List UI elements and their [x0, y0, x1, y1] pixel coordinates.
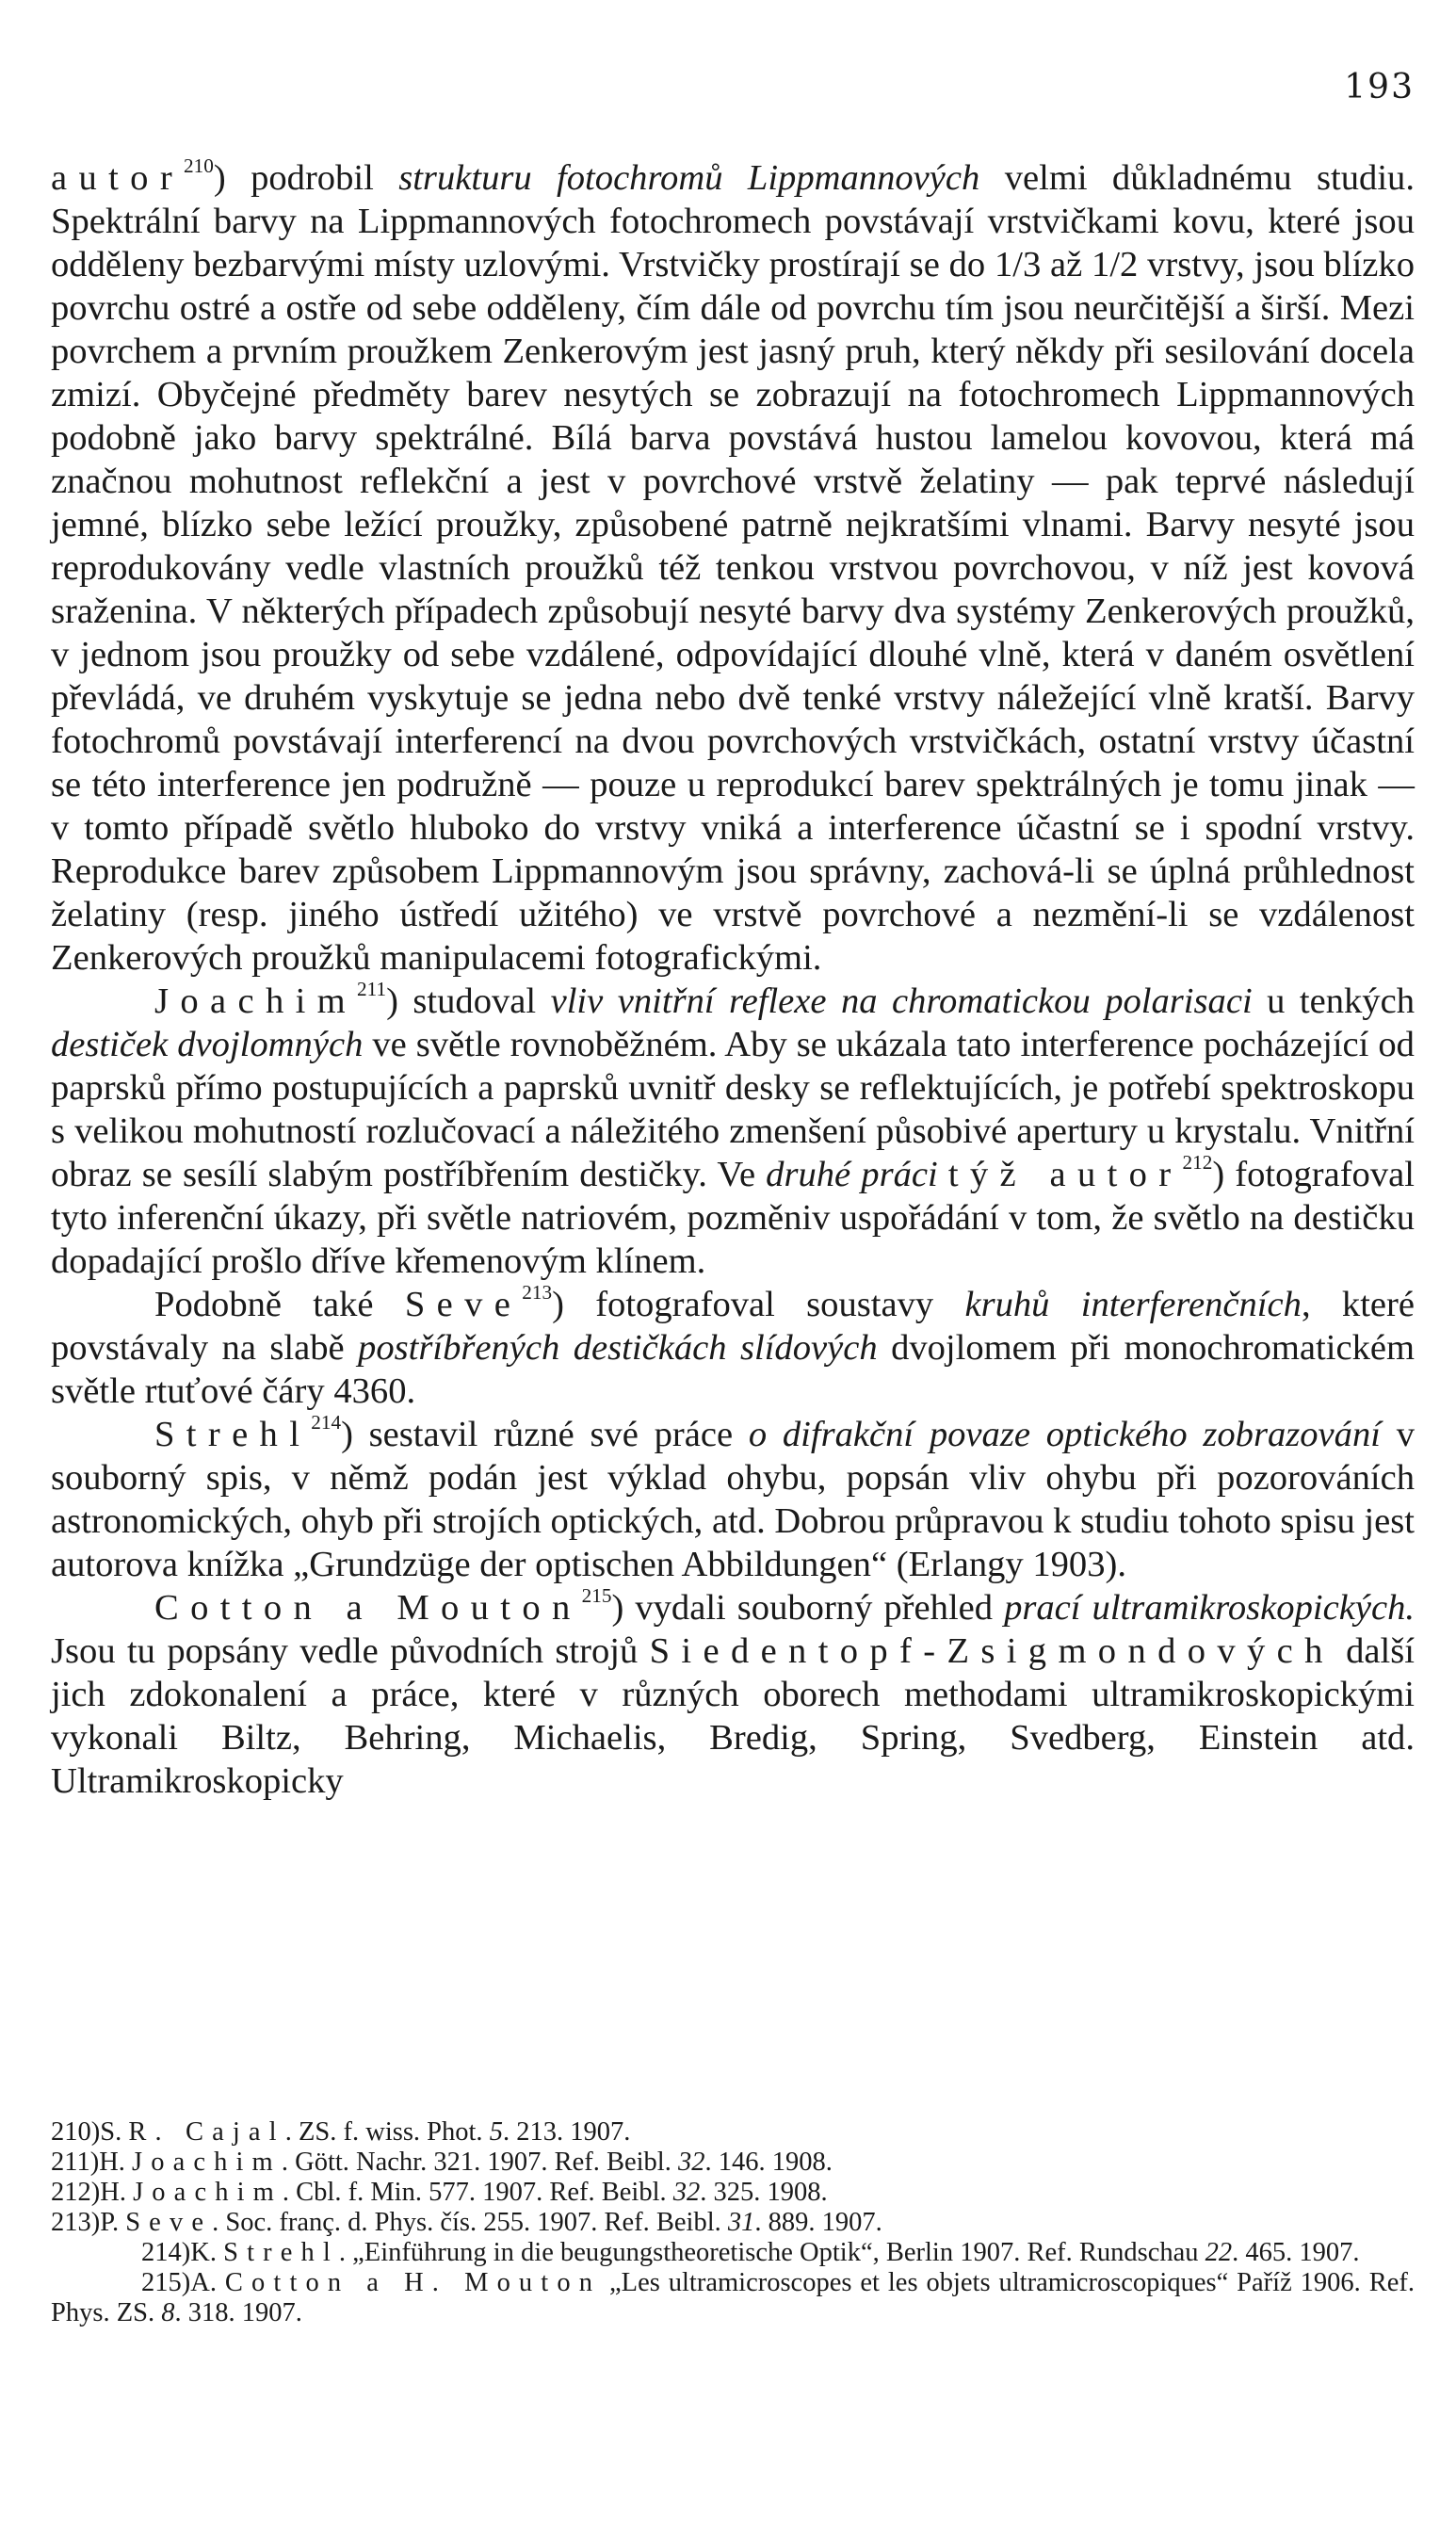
page-number: 193: [1344, 68, 1415, 106]
text: . 325. 1908.: [700, 2178, 828, 2207]
text: až: [1041, 245, 1092, 284]
footnotes: [51, 2117, 1415, 2328]
emphasis: destiček dvojlomných: [51, 1025, 364, 1064]
text: . 146. 1908.: [704, 2148, 833, 2177]
text: vrstvy, jsou blízko povrchu ostré a ostře od sebe odděleny, čím dále od povrchu tím jsou neurčitější a širší. Mezi povrchem a prvním proužkem Zenkerovým jest jasný pruh, který někdy při sesilování docela zmizí. Obyčejné předměty barev nesytých se zobrazují na fotochromech Lippmannových podobně jako barvy spektrálné. Bílá barva povstává hustou lamelou kovovou, která má značnou mohutnost reflekční a jest v povrchové vrstvě želatiny — pak teprvé následují jemné, blízko sebe ležící proužky, způsobené patrně nejkratšími vlnami. Barvy nesyté jsou reprodukovány vedle vlastních proužků též tenkou vrstvou povrchovou, v níž jest kovová sraženina. V některých případech způsobují nesyté barvy dva systémy Zenkerových proužků, v jednom jsou proužky od sebe vzdálené, odpovídající dlouhé vlně, která v daném osvětlení převládá, ve druhém vyskytuje se jedna nebo dvě tenké vrstvy náležející vlně kratší. Barvy fotochromů povstávají interferencí na dvou povrchových vrstvičkách, ostatní vrstvy účastní se této interference jen podružně — pouze u reprodukcí barev spektrálných je tomu jinak — v tomto případě světlo hluboko do vrstvy vniká a interference účastní se i spodní vrstvy. Reprodukce barev způsobem Lippmannovým jsou správny, zachová-li se úplná průhlednost želatiny (resp. jiného ústředí užitého) ve vrstvě povrchové a nezmění-li se vzdálenost Zenkerových proužků manipulacemi fotografickými.: [51, 245, 1415, 978]
volume: 32: [677, 2148, 705, 2177]
text: Podobně také: [154, 1285, 405, 1324]
footnote: [51, 2208, 1415, 2238]
text: u tenkých: [1252, 981, 1415, 1021]
emphasis: prací ultramikroskopických.: [1004, 1588, 1415, 1628]
author-name: Seve: [404, 1285, 523, 1324]
emphasis: strukturu fotochromů Lippmannových: [398, 158, 980, 198]
emphasis: kruhů interferenčních: [964, 1285, 1302, 1324]
text: [938, 1155, 948, 1194]
text: dvojlomem při monochromatickém světle rtuťové čáry 4360.: [51, 1328, 1415, 1411]
text: H.: [100, 2178, 134, 2207]
reference-mark: 212: [1182, 1150, 1213, 1174]
volume: 5: [489, 2117, 503, 2147]
footnote: [51, 2238, 1415, 2268]
footnote: [51, 2148, 1415, 2178]
author-name: R. Cajal: [128, 2117, 285, 2147]
fraction: 1/3: [994, 245, 1042, 284]
footnote-mark: 215): [141, 2268, 191, 2297]
text: velmi důkladnému studiu. Spektrální barvy na Lippmannových fotochromech povstávají vrstvičkami kovu, které jsou odděleny bezbarvými místy uzlovými. Vrstvičky prostírají se do: [51, 158, 1415, 284]
footnote-mark: 212): [51, 2178, 101, 2207]
footnote-mark: 210): [51, 2117, 101, 2147]
footnote-mark: 211): [51, 2148, 100, 2177]
text: „Les ultramicroscopes et les objets ultramicroscopiques“ Paříž 1906. Ref. Phys. ZS.: [51, 2268, 1416, 2327]
text: ve světle rovnoběžném. Aby se ukázala tato interference pocházející od paprsků přímo postupujících a paprsků uvnitř desky se reflektujících, je potřebí spektroskopu s velikou mohutností rozlučovací a náležitého zmenšení působivé apertury u krystalu. Vnitřní obraz se sesílí slabým postříbřením destičky. Ve: [51, 1025, 1415, 1194]
author-name: Strehl: [223, 2238, 339, 2267]
volume: 8: [161, 2298, 175, 2327]
text: . 318. 1907.: [174, 2298, 302, 2327]
author-name: Strehl: [154, 1415, 312, 1454]
text: , které povstávaly na slabě: [51, 1285, 1416, 1368]
author-name: Joachim: [133, 2178, 283, 2207]
emphasis: o difrakční povaze optického zobrazování: [748, 1415, 1381, 1454]
author-name: týž autor: [947, 1155, 1183, 1194]
volume: 32: [672, 2178, 701, 2207]
author-name: Joachim: [154, 981, 358, 1021]
text: ) studoval: [386, 981, 551, 1021]
paragraph-5: [51, 1583, 1415, 1803]
text: . Cbl. f. Min. 577. 1907. Ref. Beibl.: [282, 2178, 673, 2207]
paragraph-4: [51, 1410, 1415, 1586]
text: . Soc. franç. d. Phys. čís. 255. 1907. Ref. Beibl.: [212, 2208, 728, 2237]
volume: 22: [1205, 2238, 1233, 2267]
emphasis: druhé práci: [766, 1155, 938, 1194]
text: ) sestavil různé své práce: [341, 1415, 749, 1454]
footnote: [51, 2268, 1415, 2328]
author-name: Cotton a Mouton: [154, 1588, 582, 1628]
fraction: 1/2: [1092, 245, 1139, 284]
paragraph-1: [51, 156, 1415, 980]
author-name: Siedentopf-Zsigmondových: [649, 1631, 1335, 1671]
emphasis: postříbřených destičkách slídových: [358, 1328, 878, 1368]
footnote: [51, 2117, 1415, 2148]
reference-mark: 213: [522, 1280, 553, 1304]
author-name: Seve: [125, 2208, 213, 2237]
author-name: Joachim: [132, 2148, 282, 2177]
text: . 465. 1907.: [1232, 2238, 1360, 2267]
text: S.: [100, 2117, 129, 2147]
footnote: [51, 2178, 1415, 2208]
paragraph-2: [51, 977, 1415, 1283]
emphasis: vliv vnitřní reflexe na chromatickou polarisaci: [550, 981, 1253, 1021]
text: . „Einführung in die beugungstheoretische Optik“, Berlin 1907. Ref. Rundschau: [338, 2238, 1205, 2267]
text: ) vydali souborný přehled: [611, 1588, 1005, 1628]
paragraph-3: [51, 1280, 1416, 1413]
text: Jsou tu popsány vedle původních strojů: [51, 1631, 650, 1671]
reference-mark: 214: [311, 1410, 342, 1434]
text: . Gött. Nachr. 321. 1907. Ref. Beibl.: [281, 2148, 678, 2177]
text: další jich zdokonalení a práce, které v různých oborech methodami ultramikroskopickými vykonali Biltz, Behring, Michaelis, Bredig, Spring, Svedberg, Einstein atd. Ultramikroskopicky: [51, 1631, 1415, 1801]
body-text: [51, 156, 1415, 1803]
author-name: Cotton a H. Mouton: [224, 2268, 602, 2297]
footnote-mark: 214): [141, 2238, 191, 2267]
text: ) fotografoval soustavy: [552, 1285, 965, 1324]
text: . 213. 1907.: [502, 2117, 631, 2147]
author-name: autor: [51, 158, 185, 198]
reference-mark: 210: [184, 154, 214, 177]
text: v souborný spis, v němž podán jest výklad ohybu, popsán vliv ohybu při pozorováních astronomických, ohyb při strojích optických, atd. Dobrou průpravou k studiu tohoto spisu jest autorova knížka „Grundzüge der optischen Abbildungen“ (Erlangy 1903).: [51, 1415, 1415, 1584]
footnote-mark: 213): [51, 2208, 101, 2237]
reference-mark: 211: [357, 977, 387, 1000]
text: ) podrobil: [213, 158, 399, 198]
text: . 889. 1907.: [754, 2208, 882, 2237]
reference-mark: 215: [581, 1583, 612, 1607]
text: ) fotografoval tyto inferenční úkazy, při světle natriovém, pozměniv uspořádání v tom, že světlo na destičku dopadající prošlo dříve křemenovým klínem.: [51, 1155, 1415, 1281]
text: . ZS. f. wiss. Phot.: [284, 2117, 490, 2147]
text: P.: [100, 2208, 126, 2237]
text: K.: [190, 2238, 224, 2267]
text: A.: [190, 2268, 225, 2297]
volume: 31: [727, 2208, 755, 2237]
text: H.: [99, 2148, 133, 2177]
